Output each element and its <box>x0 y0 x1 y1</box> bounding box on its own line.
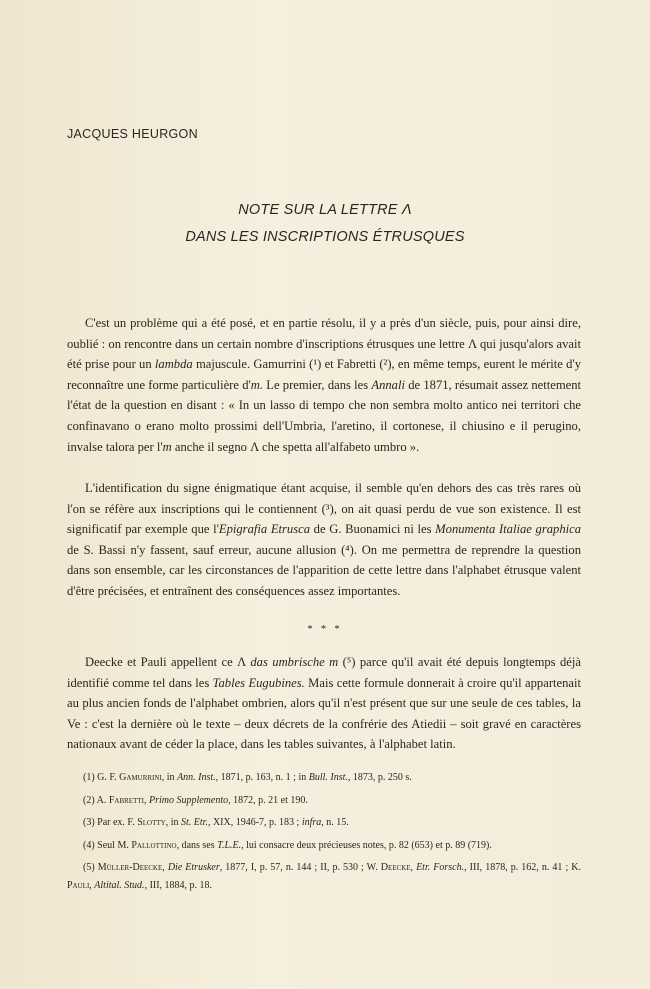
italic-text: Ann. Inst. <box>177 772 216 783</box>
text-run: , III, 1884, p. 18. <box>144 879 213 891</box>
italic-text: Epigrafia Etrusca <box>218 522 311 537</box>
italic-text: infra <box>301 817 322 828</box>
text-run: , 1877, I, p. 57, n. 144 ; II, p. 530 ; W. <box>219 862 381 873</box>
author-citation: Pauli <box>67 879 90 891</box>
italic-text: Primo Supplemento <box>148 794 229 806</box>
italic-text: Altital. Stud. <box>94 879 145 891</box>
text-run: (⁵) parce qu'il avait été depuis longtemps déjà identifié comme tel dans les <box>67 655 581 690</box>
text-run: de G. Buonamici ni les <box>310 522 436 537</box>
section-separator: * * * <box>307 624 343 635</box>
text-run: de S. Bassi n'y fassent, sauf erreur, aucune allusion (⁴). On me permettra de reprendre la question dans son ensemble, car les circonstances de l'apparition de cette lettre dans l'alphabet étrusque valent d'être précisées, et entraînent des conséquences assez importantes. <box>67 542 581 598</box>
text-run: (3) Par ex. F. <box>83 817 138 828</box>
author-citation: Gamurrini <box>119 772 162 783</box>
text-run: C'est un problème qui a été posé, et en partie résolu, il y a près d'un siècle, puis, pour ainsi dire, oublié : on rencontre dans un certain nombre d'inscriptions étrusques une lettre Λ qui jusqu'alors avait été prise pour un <box>67 316 581 372</box>
italic-text: St. Etr. <box>180 817 208 828</box>
text-run: (2) A. <box>83 794 109 806</box>
italic-text: Etr. Forsch. <box>416 862 465 873</box>
italic-text: T.L.E. <box>217 839 242 851</box>
text-run: , <box>89 879 95 891</box>
footnotes <box>67 769 581 899</box>
text-run: , <box>143 794 149 806</box>
text-run: Le premier, dans les <box>263 377 372 392</box>
text-run: , <box>410 862 417 873</box>
text-run: (1) G. F. <box>83 772 120 783</box>
italic-text: m. <box>250 377 264 392</box>
body-paragraph <box>67 652 581 755</box>
text-run: , in <box>165 817 181 828</box>
text-run: , dans ses <box>176 839 218 851</box>
text-run: anche il segno Λ che spetta all'alfabeto umbro ». <box>171 439 420 454</box>
text-run: L'identification du signe énigmatique étant acquise, il semble qu'en dehors des cas très rares où l'on se réfère aux inscriptions qui le contiennent (³), on ait quasi perdu de vue son existence. Il est significatif par exemple que l' <box>67 481 581 537</box>
text-run: , 1871, p. 163, n. 1 ; in <box>215 772 309 783</box>
text-run: , n. 15. <box>321 817 349 828</box>
text-run: , lui consacre deux précieuses notes, p. 82 (653) et p. 89 (719). <box>241 839 492 851</box>
italic-text: lambda <box>154 357 193 372</box>
text-run: (5) <box>83 862 98 873</box>
footnote <box>67 837 581 855</box>
italic-text: Bull. Inst. <box>308 772 348 783</box>
footnote <box>67 792 581 810</box>
article-title-line-2: DANS LES INSCRIPTIONS ÉTRUSQUES <box>185 229 465 245</box>
italic-text: Annali <box>371 377 405 392</box>
text-run: Mais cette formule donnerait à croire qu'il appartenait au plus ancien fonds de l'alphabet ombrien, alors qu'il n'est présent que sur une seule de ces tables, la Ve : c'est la dernière où le texte – deux décrets de la confrérie des Atiedii – soit gravé en caractères nationaux avant de céder la place, dans les tables suivantes, à l'alphabet latin. <box>67 675 581 752</box>
author-citation: Müller-Deecke <box>97 862 163 873</box>
italic-text: das umbrische m <box>250 655 339 669</box>
italic-text: Monumenta Italiae graphica <box>435 522 581 537</box>
body-paragraph <box>67 313 581 457</box>
text-run: Deecke et Pauli appellent ce Λ <box>85 655 251 669</box>
text-run: (4) Seul M. <box>83 839 132 851</box>
text-run: , III, 1878, p. 162, n. 41 ; K. <box>464 862 581 873</box>
text-run: , 1872, p. 21 et 190. <box>228 794 308 806</box>
body-paragraph <box>67 478 581 602</box>
text-run: de 1871, résumait assez nettement l'état de la question en disant : « In un lasso di tempo che non sembra molto antico nei territori che confinavano o erano molto prossimi dell'Umbria, l'aretino, il cortonese, il chiusino e il perugino, invalse talora per l' <box>67 377 582 454</box>
italic-text: Die Etrusker <box>167 862 220 873</box>
text-run: , in <box>161 772 178 783</box>
article-title-line-1: NOTE SUR LA LETTRE Λ <box>238 202 412 218</box>
text-run: , 1873, p. 250 s. <box>347 772 412 783</box>
text-run: , <box>162 862 168 873</box>
footnote <box>67 769 581 787</box>
italic-text: m <box>162 439 172 454</box>
author-citation: Slotty <box>137 817 166 828</box>
text-run: majuscule. Gamurrini (¹) et Fabretti (²), en même temps, eurent le mérite d'y reconnaître une forme particulière d' <box>67 357 581 392</box>
author-citation: Deecke <box>380 862 411 873</box>
footnote <box>67 814 581 832</box>
author-citation: Fabretti <box>108 794 144 806</box>
italic-text: Tables Eugubines. <box>212 675 305 690</box>
footnote <box>67 859 581 894</box>
author-citation: Pallottino <box>131 839 177 851</box>
text-run: , XIX, 1946-7, p. 183 ; <box>207 817 302 828</box>
author-name: JACQUES HEURGON <box>67 127 198 141</box>
